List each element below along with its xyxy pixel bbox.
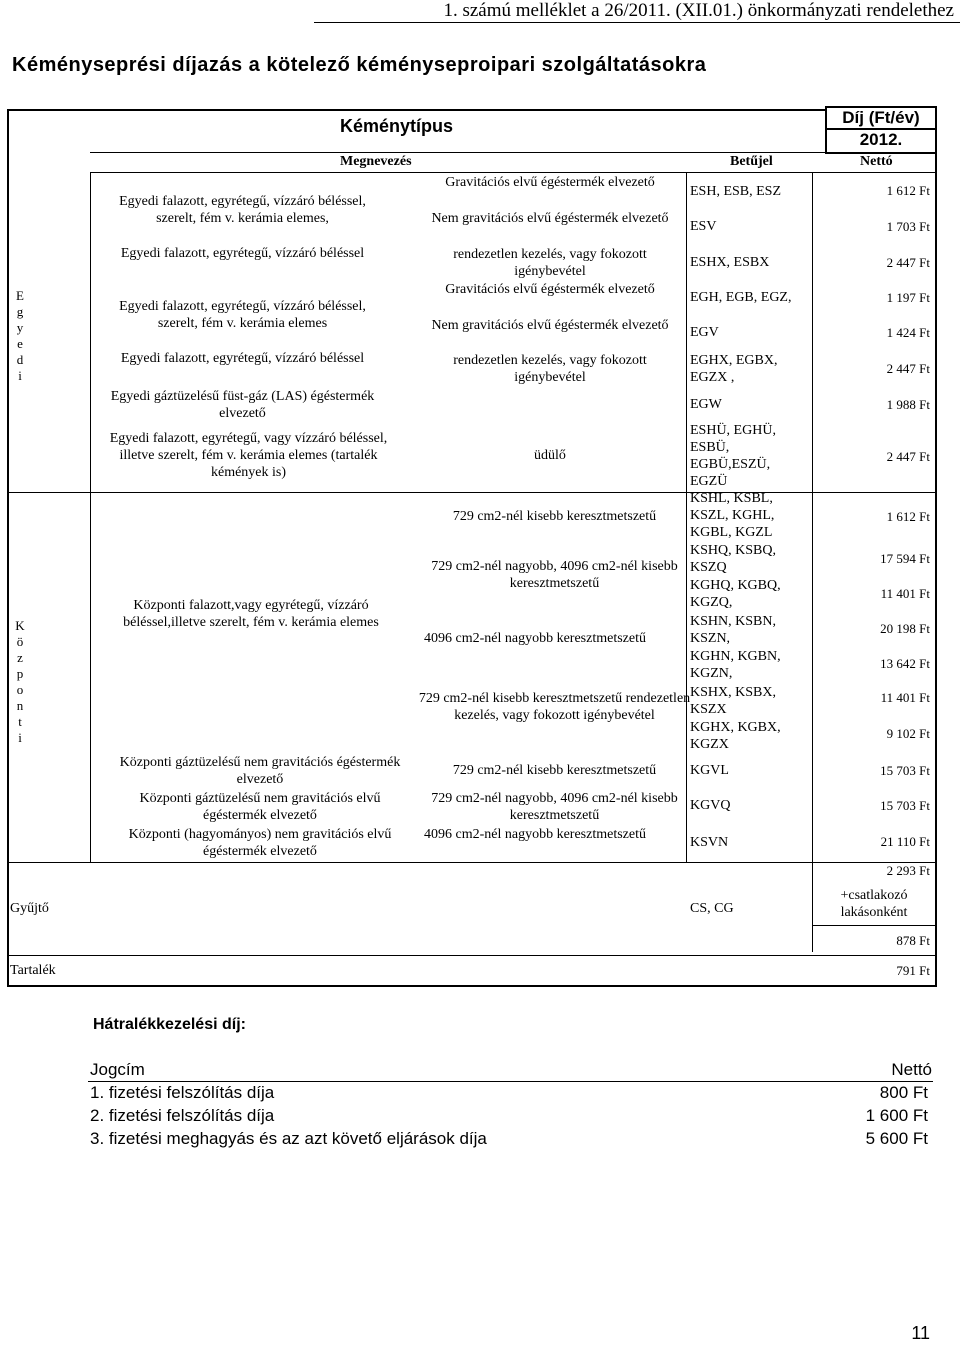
desc-7: Központi falazott,vagy egyrétegű, vízzáró béléssel,illetve szerelt, fém v. kerámia elemes [123, 598, 379, 630]
col-header-name: Megnevezés [340, 154, 412, 169]
group-label-gyujto: Gyűjtő [10, 901, 49, 916]
annex-reference: 1. számú melléklet a 26/2011. (XII.01.) önkormányzati rendelethez [314, 0, 960, 23]
fee-14: 11 401 Ft [880, 690, 930, 705]
desc-2: Egyedi falazott, egyrétegű, vízzáró béléssel [120, 246, 365, 261]
fee-17: 15 703 Ft [880, 798, 930, 813]
code-18: KSVN [690, 835, 729, 850]
code-11: KGHQ, KGBQ, KGZQ, [690, 578, 781, 610]
subtype-5: Nem gravitációs elvű égéstermék elvezető [431, 318, 669, 333]
col-header-net: Nettó [860, 154, 893, 169]
fee-20: 878 Ft [896, 933, 930, 948]
desc-4: Egyedi falazott, egyrétegű, vízzáró béléssel [120, 351, 365, 366]
fee-9: 1 612 Ft [886, 509, 930, 524]
code-17: KGVQ [690, 798, 731, 813]
desc-6: Egyedi falazott, egyrétegű, vagy vízzáró béléssel, illetve szerelt, fém v. kerámia elemes (tartalék kémények is) [109, 431, 388, 480]
desc-3: Egyedi falazott, egyrétegű, vízzáró béléssel, szerelt, fém v. kerámia elemes [119, 299, 366, 331]
subtype-12: 729 cm2-nél kisebb keresztmetszetű [452, 763, 657, 778]
desc-8: Központi gáztüzelésű nem gravitációs égéstermék elvezető [119, 755, 401, 787]
code-19: CS, CG [690, 901, 734, 916]
chimney-type-header: Kéménytípus [340, 116, 454, 136]
fee-2: 1 703 Ft [886, 219, 930, 234]
code-1: ESH, ESB, ESZ [690, 184, 782, 199]
fee-19: 2 293 Ft [886, 863, 930, 878]
page-title: Kéményseprési díjazás a kötelező kéményseproipari szolgáltatásokra [12, 54, 707, 76]
subtype-2: Nem gravitációs elvű égéstermék elvezető [431, 211, 669, 226]
code-4: EGH, EGB, EGZ, [690, 290, 792, 305]
page-number: 11 [911, 1323, 930, 1343]
arrears-row-2-value: 1 600 Ft [865, 1106, 928, 1125]
arrears-row-1-value: 800 Ft [879, 1083, 928, 1102]
arrears-col-jogcim: Jogcím [90, 1060, 145, 1079]
fee-4: 1 197 Ft [886, 290, 930, 305]
group-label-kozponti: K ö z p o n t i [15, 618, 25, 745]
arrears-row-1-label: 1. fizetési felszólítás díja [90, 1083, 275, 1102]
arrears-row-3-value: 5 600 Ft [865, 1129, 928, 1148]
code-6: EGHX, EGBX, EGZX , [690, 353, 778, 385]
subtype-1: Gravitációs elvű égéstermék elvezető [445, 175, 655, 190]
code-5: EGV [690, 325, 719, 340]
fee-3: 2 447 Ft [886, 255, 930, 270]
fee-unit-label: Díj (Ft/év) [842, 108, 920, 127]
code-10: KSHQ, KSBQ, KSZQ [690, 543, 776, 575]
fee-1: 1 612 Ft [886, 183, 930, 198]
code-3: ESHX, ESBX [690, 255, 770, 270]
fee-10: 17 594 Ft [880, 551, 930, 566]
code-15: KGHX, KGBX, KGZX [690, 720, 781, 752]
fee-header-box [825, 106, 937, 154]
arrears-title: Hátralékkezelési díj: [93, 1016, 246, 1033]
fee-8: 2 447 Ft [886, 449, 930, 464]
fee-11: 11 401 Ft [880, 586, 930, 601]
group-label-tartalek: Tartalék [10, 963, 56, 978]
subtype-3: rendezetlen kezelés, vagy fokozott igénybevétel [453, 247, 647, 279]
subtype-4: Gravitációs elvű égéstermék elvezető [445, 282, 655, 297]
code-16: KGVL [690, 763, 729, 778]
col-header-code: Betűjel [730, 154, 773, 169]
fee-5: 1 424 Ft [886, 325, 930, 340]
arrears-row-3-label: 3. fizetési meghagyás és az azt követő eljárások díja [90, 1129, 487, 1148]
fee-12: 20 198 Ft [880, 621, 930, 636]
code-14: KSHX, KSBX, KSZX [690, 685, 776, 717]
fee-21: 791 Ft [896, 963, 930, 978]
subtype-11: 729 cm2-nél kisebb keresztmetszetű rendezetlen kezelés, vagy fokozott igénybevétel [418, 691, 691, 723]
fee-13: 13 642 Ft [880, 656, 930, 671]
group-label-egyedi: E g y e d i [16, 288, 24, 383]
fee-year: 2012. [827, 128, 935, 150]
subtype-6: rendezetlen kezelés, vagy fokozott igénybevétel [453, 353, 647, 385]
desc-1: Egyedi falazott, egyrétegű, vízzáró béléssel, szerelt, fém v. kerámia elemes, [119, 194, 366, 226]
fee-7: 1 988 Ft [886, 397, 930, 412]
subtype-7: üdülő [534, 448, 566, 463]
subtype-10: 4096 cm2-nél nagyobb keresztmetszetű [424, 631, 646, 646]
subtype-13: 729 cm2-nél nagyobb, 4096 cm2-nél kisebb keresztmetszetű [431, 791, 678, 823]
fee-15: 9 102 Ft [886, 726, 930, 741]
fee-19-note: +csatlakozó lakásonként [840, 888, 908, 920]
code-13: KGHN, KGBN, KGZN, [690, 649, 781, 681]
subtype-8: 729 cm2-nél kisebb keresztmetszetű [452, 509, 657, 524]
arrears-col-netto: Nettó [891, 1060, 932, 1079]
fee-6: 2 447 Ft [886, 361, 930, 376]
subtype-14: 4096 cm2-nél nagyobb keresztmetszetű [424, 827, 646, 842]
desc-10: Központi (hagyományos) nem gravitációs elvű égéstermék elvezető [128, 827, 392, 859]
code-7: EGW [690, 397, 722, 412]
code-2: ESV [690, 219, 717, 234]
subtype-9: 729 cm2-nél nagyobb, 4096 cm2-nél kisebb keresztmetszetű [431, 559, 678, 591]
desc-9: Központi gáztüzelésű nem gravitációs elvű égéstermék elvezető [139, 791, 381, 823]
fee-18: 21 110 Ft [880, 834, 930, 849]
code-12: KSHN, KSBN, KSZN, [690, 614, 776, 646]
code-8: ESHÜ, EGHÜ, ESBÜ, EGBÜ,ESZÜ, EGZÜ [690, 423, 776, 489]
desc-5: Egyedi gáztüzelésű füst-gáz (LAS) égéstermék elvezető [110, 389, 375, 421]
code-9: KSHL, KSBL, KSZL, KGHL, KGBL, KGZL [690, 491, 775, 540]
arrears-row-2-label: 2. fizetési felszólítás díja [90, 1106, 275, 1125]
fee-16: 15 703 Ft [880, 763, 930, 778]
